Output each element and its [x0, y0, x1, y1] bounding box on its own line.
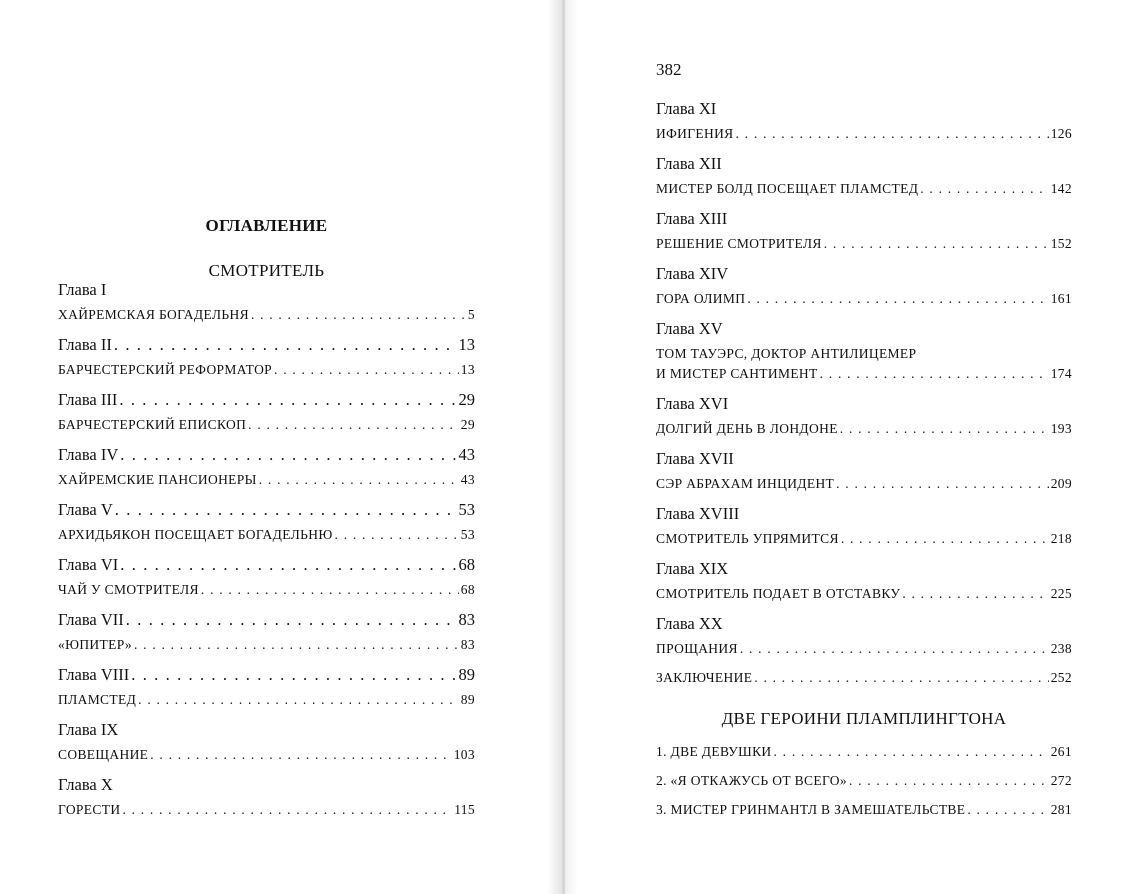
page-ref: 272 — [1050, 773, 1072, 788]
page-ref: 103 — [453, 747, 475, 762]
chapter-number: Глава V — [58, 500, 113, 519]
chapter-head — [58, 775, 475, 795]
leader-dots — [836, 474, 1049, 494]
chapter-number: Глава XIV — [656, 264, 729, 283]
toc-entry[interactable] — [656, 639, 1072, 659]
leader-dots — [902, 584, 1048, 604]
chapter-head — [58, 555, 475, 575]
page-ref: 193 — [1050, 421, 1072, 436]
leader-dots — [824, 234, 1049, 254]
leader-dots — [201, 580, 459, 600]
page-ref: 209 — [1050, 476, 1072, 491]
toc-title: ОГЛАВЛЕНИЕ — [205, 216, 328, 235]
toc-entry[interactable] — [58, 580, 475, 600]
chapter-title: МИСТЕР БОЛД ПОСЕЩАЕТ ПЛАМСТЕД — [656, 181, 919, 196]
chapter-number: Глава XVII — [656, 449, 734, 468]
toc-entry[interactable] — [656, 234, 1072, 254]
toc-entry[interactable] — [656, 344, 1072, 384]
chapter-number: Глава IX — [58, 720, 119, 739]
leader-dots — [119, 390, 456, 410]
chapter-number: Глава VIII — [58, 665, 130, 684]
page-ref: 68 — [460, 582, 475, 597]
chapter-title: СМОТРИТЕЛЬ ПОДАЕТ В ОТСТАВКУ — [656, 586, 901, 601]
toc-entry[interactable] — [656, 124, 1072, 144]
toc-entry[interactable] — [58, 415, 475, 435]
leader-dots — [120, 555, 456, 575]
chapter-head — [58, 445, 475, 465]
chapter-head — [58, 335, 475, 355]
leader-dots — [754, 668, 1048, 688]
page-ref: 5 — [467, 307, 475, 322]
page-ref: 174 — [1050, 366, 1072, 381]
leader-dots — [126, 610, 457, 630]
toc-entry[interactable] — [656, 771, 1072, 791]
chapter-head — [656, 209, 1072, 229]
chapter-number: Глава VI — [58, 555, 119, 574]
leader-dots — [849, 771, 1049, 791]
chapter-number: Глава I — [58, 280, 107, 299]
chapter-title-line2 — [656, 364, 1072, 384]
toc-entry[interactable] — [58, 525, 475, 545]
chapter-number: Глава XX — [656, 614, 723, 633]
leader-dots — [259, 470, 459, 490]
chapter-head — [656, 504, 1072, 524]
chapter-number: Глава III — [58, 390, 118, 409]
toc-entry[interactable] — [656, 474, 1072, 494]
page-ref: 252 — [1050, 670, 1072, 685]
toc-entry[interactable] — [656, 419, 1072, 439]
chapter-number: Глава XIX — [656, 559, 729, 578]
page-ref: 53 — [458, 500, 475, 519]
chapter-head — [656, 394, 1072, 414]
leader-dots — [150, 745, 451, 765]
toc-entry[interactable] — [656, 179, 1072, 199]
page-number: 382 — [656, 60, 682, 79]
leader-dots — [840, 419, 1049, 439]
right-toc-column — [656, 60, 1072, 820]
page-ref: 261 — [1050, 744, 1072, 759]
chapter-title: ГОРЕСТИ — [58, 802, 121, 817]
chapter-head — [656, 559, 1072, 579]
chapter-title: ХАЙРЕМСКАЯ БОГАДЕЛЬНЯ — [58, 307, 249, 322]
leader-dots — [736, 124, 1049, 144]
toc-entry[interactable] — [656, 800, 1072, 820]
chapter-head — [656, 319, 1072, 339]
leader-dots — [120, 445, 456, 465]
chapter-number: Глава XII — [656, 154, 722, 173]
chapter-title: ПРОЩАНИЯ — [656, 641, 738, 656]
chapter-title-line1: ТОМ ТАУЭРС, ДОКТОР АНТИЛИЦЕМЕР — [656, 346, 917, 361]
page-ref: 238 — [1050, 641, 1072, 656]
leader-dots — [114, 335, 457, 355]
page-ref: 13 — [458, 335, 475, 354]
chapter-title: ГОРА ОЛИМП — [656, 291, 746, 306]
leader-dots — [967, 800, 1048, 820]
toc-entry[interactable] — [656, 289, 1072, 309]
toc-entry[interactable] — [656, 584, 1072, 604]
left-page — [0, 0, 562, 894]
chapter-head — [58, 500, 475, 520]
chapter-number: Глава VII — [58, 610, 124, 629]
leader-dots — [920, 179, 1048, 199]
toc-entry[interactable] — [58, 690, 475, 710]
leader-dots — [115, 500, 457, 520]
page-ref: 53 — [460, 527, 475, 542]
chapter-head — [58, 665, 475, 685]
part-title-two-heroines: ДВЕ ГЕРОИНИ ПЛАМПЛИНГТОНА — [721, 709, 1007, 728]
chapter-title: ИФИГЕНИЯ — [656, 126, 734, 141]
leader-dots — [774, 742, 1049, 762]
chapter-title: ЧАЙ У СМОТРИТЕЛЯ — [58, 582, 199, 597]
chapter-title: СОВЕЩАНИЕ — [58, 747, 149, 762]
leader-dots — [131, 665, 456, 685]
toc-entry[interactable] — [58, 635, 475, 655]
page-ref: 218 — [1050, 531, 1072, 546]
page-ref: 29 — [458, 390, 475, 409]
chapter-title: «ЮПИТЕР» — [58, 637, 133, 652]
chapter-number: Глава XVI — [656, 394, 729, 413]
leader-dots — [274, 360, 459, 380]
chapter-head — [58, 390, 475, 410]
chapter-number: Глава IV — [58, 445, 119, 464]
chapter-head — [656, 99, 1072, 119]
chapter-title: СМОТРИТЕЛЬ УПРЯМИТСЯ — [656, 531, 839, 546]
story-title: 1. ДВЕ ДЕВУШКИ — [656, 744, 772, 759]
chapter-title: ПЛАМСТЕД — [58, 692, 137, 707]
chapter-head — [656, 614, 1072, 634]
chapter-title: АРХИДЬЯКОН ПОСЕЩАЕТ БОГАДЕЛЬНЮ — [58, 527, 333, 542]
toc-entry[interactable] — [58, 745, 475, 765]
page-ref: 83 — [460, 637, 475, 652]
page-ref: 43 — [458, 445, 475, 464]
page-ref: 13 — [460, 362, 475, 377]
leader-dots — [740, 639, 1049, 659]
toc-entry[interactable] — [656, 742, 1072, 762]
chapter-title: ЗАКЛЮЧЕНИЕ — [656, 670, 753, 685]
right-page — [565, 0, 1133, 894]
part-title-warden: СМОТРИТЕЛЬ — [208, 261, 325, 280]
page-ref: 29 — [460, 417, 475, 432]
toc-entry[interactable] — [656, 529, 1072, 549]
page-ref: 142 — [1050, 181, 1072, 196]
toc-entry[interactable] — [58, 800, 475, 820]
leader-dots — [134, 635, 459, 655]
page-ref: 89 — [460, 692, 475, 707]
chapter-head — [656, 264, 1072, 284]
chapter-head — [58, 720, 475, 740]
chapter-title: СЭР АБРАХАМ ИНЦИДЕНТ — [656, 476, 835, 491]
chapter-title: БАРЧЕСТЕРСКИЙ ЕПИСКОП — [58, 417, 247, 432]
chapter-title: ДОЛГИЙ ДЕНЬ В ЛОНДОНЕ — [656, 421, 838, 436]
toc-entry[interactable] — [58, 360, 475, 380]
story-title: 3. МИСТЕР ГРИНМАНТЛ В ЗАМЕШАТЕЛЬСТВЕ — [656, 802, 966, 817]
leader-dots — [122, 800, 452, 820]
chapter-head — [656, 154, 1072, 174]
chapter-head — [656, 449, 1072, 469]
chapter-title: И МИСТЕР САНТИМЕНТ — [656, 366, 818, 381]
page-ref: 126 — [1050, 126, 1072, 141]
chapter-title: РЕШЕНИЕ СМОТРИТЕЛЯ — [656, 236, 822, 251]
page-ref: 83 — [458, 610, 475, 629]
page-ref: 161 — [1050, 291, 1072, 306]
toc-entry-conclusion[interactable] — [656, 668, 1072, 688]
chapter-head — [58, 280, 475, 300]
page-ref: 152 — [1050, 236, 1072, 251]
page-ref: 115 — [454, 802, 475, 817]
chapter-title: БАРЧЕСТЕРСКИЙ РЕФОРМАТОР — [58, 362, 273, 377]
chapter-number: Глава XVIII — [656, 504, 740, 523]
chapter-number: Глава X — [58, 775, 113, 794]
page-ref: 225 — [1050, 586, 1072, 601]
page-ref: 43 — [460, 472, 475, 487]
leader-dots — [251, 305, 466, 325]
leader-dots — [335, 525, 459, 545]
chapter-title: ХАЙРЕМСКИЕ ПАНСИОНЕРЫ — [58, 472, 257, 487]
page-ref: 281 — [1050, 802, 1072, 817]
toc-entry[interactable] — [58, 305, 475, 325]
leader-dots — [138, 690, 459, 710]
leader-dots — [820, 364, 1049, 384]
chapter-number: Глава XIII — [656, 209, 728, 228]
leader-dots — [747, 289, 1048, 309]
toc-entry[interactable] — [58, 470, 475, 490]
chapter-number: Глава II — [58, 335, 112, 354]
story-title: 2. «Я ОТКАЖУСЬ ОТ ВСЕГО» — [656, 773, 847, 788]
left-toc-column — [58, 216, 475, 820]
chapter-number: Глава XV — [656, 319, 723, 338]
chapter-number: Глава XI — [656, 99, 717, 118]
leader-dots — [248, 415, 459, 435]
leader-dots — [841, 529, 1049, 549]
page-ref: 89 — [458, 665, 475, 684]
chapter-head — [58, 610, 475, 630]
page-ref: 68 — [458, 555, 475, 574]
